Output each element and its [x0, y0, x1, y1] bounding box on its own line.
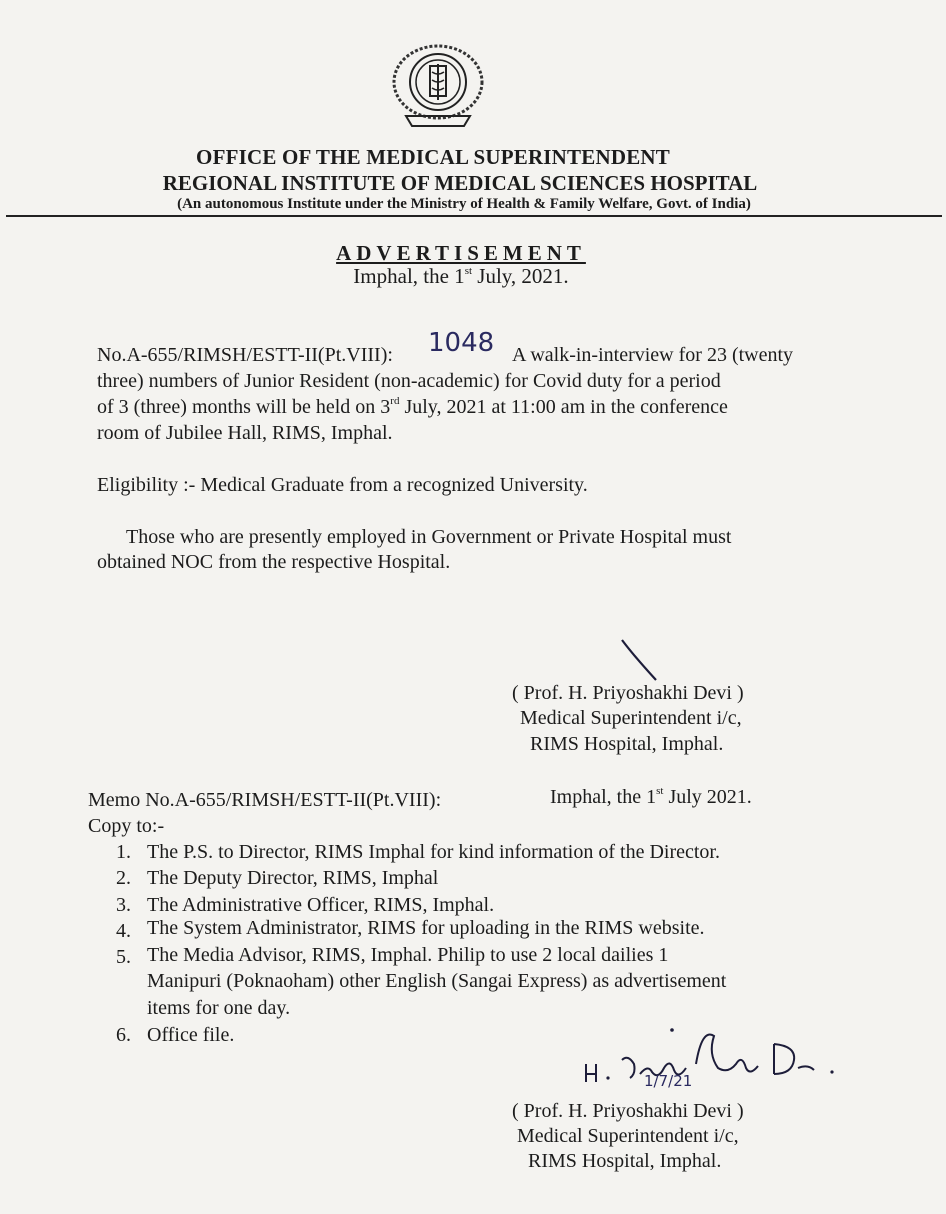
handwritten-signature — [578, 1024, 838, 1096]
reference-number: No.A-655/RIMSH/ESTT-II(Pt.VIII): — [97, 344, 393, 366]
memo-date: Imphal, the 1st July 2021. — [550, 785, 752, 808]
copy-item-text-continued: items for one day. — [147, 997, 291, 1019]
paragraph-1-line-3: of 3 (three) months will be held on 3rd July, 2021 at 11:00 am in the conference — [97, 395, 728, 418]
copy-item-text: The Deputy Director, RIMS, Imphal — [147, 867, 439, 889]
copy-to-label: Copy to:- — [88, 815, 165, 837]
handwritten-date: 1/7/21 — [644, 1072, 693, 1090]
paragraph-2-line-2: obtained NOC from the respective Hospital. — [97, 551, 451, 573]
copy-item-text-continued: Manipuri (Poknaoham) other English (Sangai Express) as advertisement — [147, 970, 727, 992]
office-heading: OFFICE OF THE MEDICAL SUPERINTENDENT — [196, 145, 670, 169]
copy-item-text: Office file. — [147, 1024, 235, 1046]
copy-item-number: 4. — [116, 920, 131, 942]
signatory-2-name: ( Prof. H. Priyoshakhi Devi ) — [512, 1100, 744, 1122]
memo-reference: Memo No.A-655/RIMSH/ESTT-II(Pt.VIII): — [88, 789, 442, 811]
paragraph-1-line-2: three) numbers of Junior Resident (non-academic) for Covid duty for a period — [97, 370, 721, 392]
copy-item-text: The Media Advisor, RIMS, Imphal. Philip to use 2 local dailies 1 — [147, 944, 669, 966]
paragraph-1-line-4: room of Jubilee Hall, RIMS, Imphal. — [97, 422, 393, 444]
copy-item-number: 3. — [116, 894, 131, 916]
institute-subtitle: (An autonomous Institute under the Ministry of Health & Family Welfare, Govt. of India) — [177, 196, 751, 212]
advertisement-title: ADVERTISEMENT — [336, 241, 586, 265]
signatory-1-name: ( Prof. H. Priyoshakhi Devi ) — [512, 682, 744, 704]
copy-item-number: 6. — [116, 1024, 131, 1046]
copy-item-text: The Administrative Officer, RIMS, Imphal. — [147, 894, 495, 916]
advertisement-date: Imphal, the 1st July, 2021. — [353, 264, 569, 288]
signatory-2-designation: Medical Superintendent i/c, — [517, 1125, 739, 1147]
signatory-2-place: RIMS Hospital, Imphal. — [528, 1150, 722, 1172]
copy-item-number: 2. — [116, 867, 131, 889]
eligibility-text: Eligibility :- Medical Graduate from a recognized University. — [97, 474, 588, 496]
signatory-1-designation: Medical Superintendent i/c, — [520, 707, 742, 729]
rims-emblem-logo — [386, 38, 490, 134]
copy-item-number: 1. — [116, 841, 131, 863]
signature-mark — [618, 636, 662, 684]
copy-item-text: The System Administrator, RIMS for uploading in the RIMS website. — [147, 917, 705, 939]
paragraph-1-line-1: A walk-in-interview for 23 (twenty — [512, 344, 794, 366]
institute-heading: REGIONAL INSTITUTE OF MEDICAL SCIENCES HOSPITAL — [162, 171, 758, 195]
handwritten-dispatch-number: 1048 — [428, 328, 495, 358]
copy-item-text: The P.S. to Director, RIMS Imphal for kind information of the Director. — [147, 841, 720, 863]
copy-item-number: 5. — [116, 946, 131, 968]
header-divider — [6, 215, 942, 217]
paragraph-2-line-1: Those who are presently employed in Government or Private Hospital must — [126, 526, 732, 548]
signatory-1-place: RIMS Hospital, Imphal. — [530, 733, 724, 755]
